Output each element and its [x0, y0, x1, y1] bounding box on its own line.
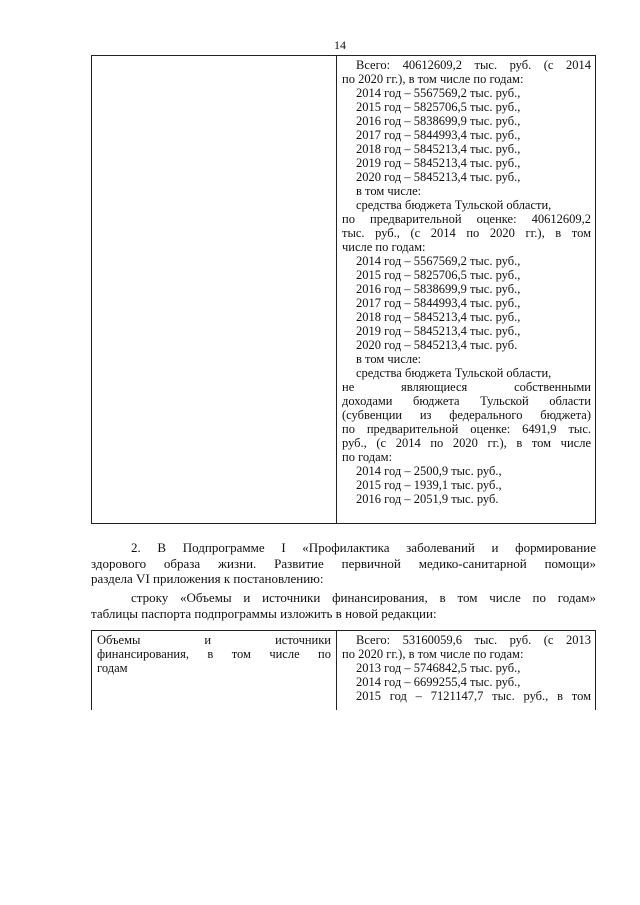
- paragraph-line: таблицы паспорта подпрограммы изложить в новой редакции:: [91, 605, 437, 621]
- table-cell-financing-amounts: [337, 631, 595, 710]
- table-text-line: тыс. руб., (с 2014 по 2020 гг.), в том: [342, 226, 591, 240]
- table-text-line: 2014 год – 2500,9 тыс. руб.,: [356, 464, 502, 478]
- table-text-line: финансирования, в том числе по: [97, 647, 331, 661]
- table-text-line: в том числе:: [356, 184, 422, 198]
- table-text-line: 2017 год – 5844993,4 тыс. руб.,: [356, 296, 521, 310]
- table-text-line: по 2020 гг.), в том числе по годам:: [342, 647, 524, 661]
- paragraph-line: раздела VI приложения к постановлению:: [91, 571, 324, 586]
- table-text-line: 2019 год – 5845213,4 тыс. руб.,: [356, 156, 521, 170]
- table-text-line: (субвенции из федерального бюджета): [342, 408, 591, 422]
- paragraph-line: строку «Объемы и источники финансирования, в том числе по годам»: [131, 590, 596, 605]
- table-text-line: 2015 год – 1939,1 тыс. руб.,: [356, 478, 502, 492]
- table-text-line: 2019 год – 5845213,4 тыс. руб.,: [356, 324, 521, 338]
- table-text-line: 2017 год – 5844993,4 тыс. руб.,: [356, 128, 521, 142]
- table-text-line: по предварительной оценке: 40612609,2: [342, 212, 591, 226]
- table-text-line: 2018 год – 5845213,4 тыс. руб.,: [356, 142, 521, 156]
- table-text-line: 2018 год – 5845213,4 тыс. руб.,: [356, 310, 521, 324]
- table-text-line: 2016 год – 5838699,9 тыс. руб.,: [356, 114, 521, 128]
- paragraph-line: здорового образа жизни. Развитие первичной медико-санитарной помощи»: [91, 555, 596, 571]
- table-text-line: средства бюджета Тульской области,: [356, 198, 552, 212]
- table-text-line: 2020 год – 5845213,4 тыс. руб.: [356, 338, 518, 352]
- table-text-line: в том числе:: [356, 352, 422, 366]
- table-text-line: Объемы и источники: [97, 633, 331, 647]
- table-text-line: 2020 год – 5845213,4 тыс. руб.,: [356, 170, 521, 184]
- table-text-line: Всего: 40612609,2 тыс. руб. (с 2014: [356, 58, 591, 72]
- paragraph-instruction: [91, 590, 596, 621]
- page-number: 14: [334, 38, 346, 52]
- paragraph-item-2: [91, 540, 596, 587]
- paragraph-line: 2. В Подпрограмме I «Профилактика заболеваний и формирование: [131, 540, 596, 555]
- table-text-line: 2015 год – 7121147,7 тыс. руб., в том: [356, 689, 591, 703]
- table-text-line: 2014 год – 6699255,4 тыс. руб.,: [356, 675, 521, 689]
- financing-table-new: [91, 630, 596, 710]
- table-text-line: по предварительной оценке: 6491,9 тыс.: [342, 422, 591, 436]
- table-text-line: 2014 год – 5567569,2 тыс. руб.,: [356, 254, 521, 268]
- table-text-line: 2015 год – 5825706,5 тыс. руб.,: [356, 268, 521, 282]
- table-text-line: Всего: 53160059,6 тыс. руб. (с 2013: [356, 633, 591, 647]
- table-text-line: 2015 год – 5825706,5 тыс. руб.,: [356, 100, 521, 114]
- table-text-line: по 2020 гг.), в том числе по годам:: [342, 72, 524, 86]
- table-text-line: годам: [97, 661, 128, 675]
- table-text-line: числе по годам:: [342, 240, 426, 254]
- table-text-line: 2014 год – 5567569,2 тыс. руб.,: [356, 86, 521, 100]
- table-cell-row-label: [92, 631, 337, 710]
- table-text-line: руб., (с 2014 по 2020 гг.), в том числе: [342, 436, 591, 450]
- table-text-line: доходами бюджета Тульской области: [342, 394, 591, 408]
- table-cell-financing-amounts: [337, 56, 595, 523]
- table-text-line: 2013 год – 5746842,5 тыс. руб.,: [356, 661, 521, 675]
- table-text-line: по годам:: [342, 450, 393, 464]
- table-cell-empty: [92, 56, 337, 523]
- table-text-line: 2016 год – 5838699,9 тыс. руб.,: [356, 282, 521, 296]
- table-text-line: средства бюджета Тульской области,: [356, 366, 552, 380]
- financing-table-continued: [91, 55, 596, 524]
- table-text-line: 2016 год – 2051,9 тыс. руб.: [356, 492, 499, 506]
- table-text-line: не являющиеся собственными: [342, 380, 591, 394]
